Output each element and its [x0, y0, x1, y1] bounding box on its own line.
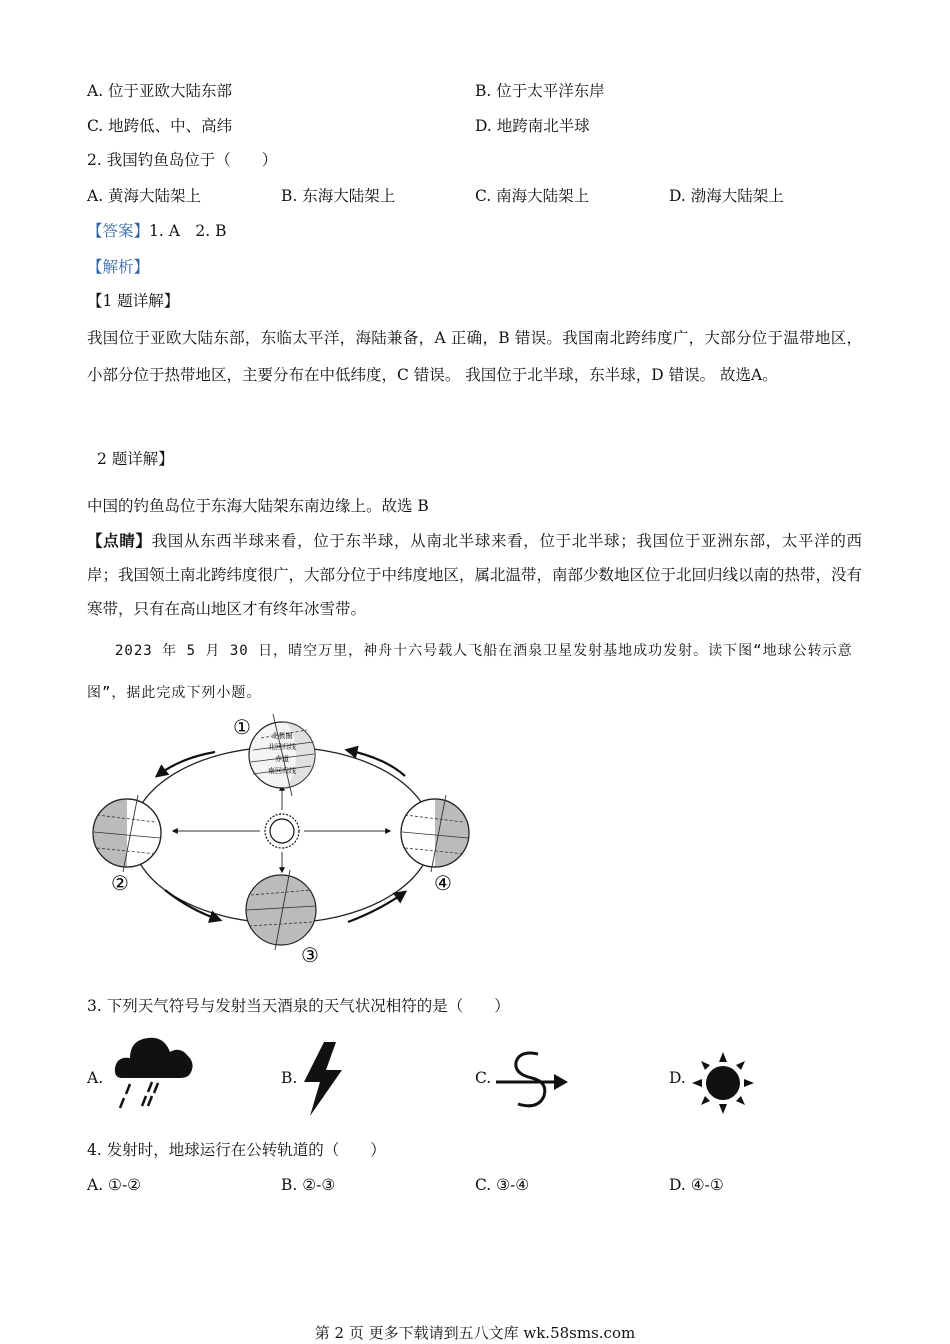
q3-option-a: A.	[87, 1069, 104, 1087]
sun-icon	[265, 814, 299, 848]
q4-option-b: B. ②-③	[281, 1176, 336, 1194]
q2-option-a: A. 黄海大陆架上	[87, 187, 202, 205]
note-label: 【点睛】	[87, 531, 152, 550]
label-tropic-capricorn: 南回归线	[268, 767, 296, 775]
q4-option-d: D. ④-①	[669, 1176, 724, 1194]
q1-option-d: D. 地跨南北半球	[475, 117, 590, 135]
q3-option-b: B.	[281, 1069, 298, 1087]
q2-option-b: B. 东海大陆架上	[281, 187, 396, 205]
q1-option-b: B. 位于太平洋东岸	[475, 82, 605, 100]
q2-option-d: D. 渤海大陆架上	[669, 187, 784, 205]
earth-position-3	[246, 870, 316, 950]
analysis-label: 【解析】	[87, 258, 150, 276]
label-position-1: ①	[233, 715, 251, 739]
sandstorm-icon	[494, 1048, 570, 1114]
earth-revolution-diagram	[85, 710, 485, 975]
q2-option-c: C. 南海大陆架上	[475, 187, 590, 205]
q4-option-a: A. ①-②	[87, 1176, 142, 1194]
detail1-text: 我国位于亚欧大陆东部，东临太平洋，海陆兼备，A 正确，B 错误。我国南北跨纬度广，大部分位于温带地区，小部分位于热带地区，主要分布在中低纬度，C 错误。 我国位于北半球，东半球，D 错误。 故选A。	[87, 329, 862, 384]
note-paragraph	[87, 524, 862, 626]
label-position-4: ④	[434, 871, 452, 895]
earth-position-1	[249, 714, 315, 796]
sunny-icon	[690, 1050, 756, 1116]
earth-position-4	[401, 795, 469, 872]
q1-option-a: A. 位于亚欧大陆东部	[87, 82, 233, 100]
q3-option-c: C.	[475, 1069, 492, 1087]
answer-line	[87, 222, 227, 241]
orbit-arrow-icon	[157, 752, 215, 776]
q2-stem: 2. 我国钓鱼岛位于（ ）	[87, 151, 278, 169]
label-equator: 赤道	[275, 755, 289, 763]
rain-cloud-icon	[112, 1030, 197, 1110]
label-tropic-cancer: 北回归线	[268, 743, 296, 751]
orbit-arrow-icon	[348, 892, 405, 922]
q4-option-c: C. ③-④	[475, 1176, 530, 1194]
earth-position-2	[93, 795, 161, 872]
q3-option-d: D.	[669, 1069, 686, 1087]
detail2-title: 2 题详解】	[97, 450, 174, 468]
detail2-text: 中国的钓鱼岛位于东海大陆架东南边缘上。故选 B	[87, 497, 429, 515]
q3-stem: 3. 下列天气符号与发射当天酒泉的天气状况相符的是（ ）	[87, 997, 510, 1015]
label-position-2: ②	[111, 871, 129, 895]
q1-option-c: C. 地跨低、中、高纬	[87, 117, 233, 135]
answer-label: 【答案】	[87, 222, 150, 240]
label-arctic-circle: 北极圈	[271, 732, 293, 740]
page-footer: 第 2 页 更多下载请到五八文库 wk.58sms.com	[314, 1324, 636, 1342]
note-text: 我国从东西半球来看，位于东半球，从南北半球来看，位于北半球；我国位于亚洲东部，太平洋的西岸；我国领土南北跨纬度很广，大部分位于中纬度地区，属北温带，南部少数地区位于北回归线以南的热带，没有寒带，只有在高山地区才有终年冰雪带。	[87, 532, 863, 618]
intro-paragraph: 2023 年 5 月 30 日，晴空万里，神舟十六号载人飞船在酒泉卫星发射基地成功发射。读下图“地球公转示意图”，据此完成下列小题。	[87, 643, 853, 701]
detail1-title: 【1 题详解】	[87, 292, 180, 310]
lightning-icon	[300, 1040, 346, 1118]
q4-stem: 4. 发射时，地球运行在公转轨道的（ ）	[87, 1141, 386, 1159]
label-position-3: ③	[301, 943, 319, 967]
orbit-arrow-icon	[347, 750, 405, 776]
answer-text: 1. A 2. B	[149, 222, 227, 240]
